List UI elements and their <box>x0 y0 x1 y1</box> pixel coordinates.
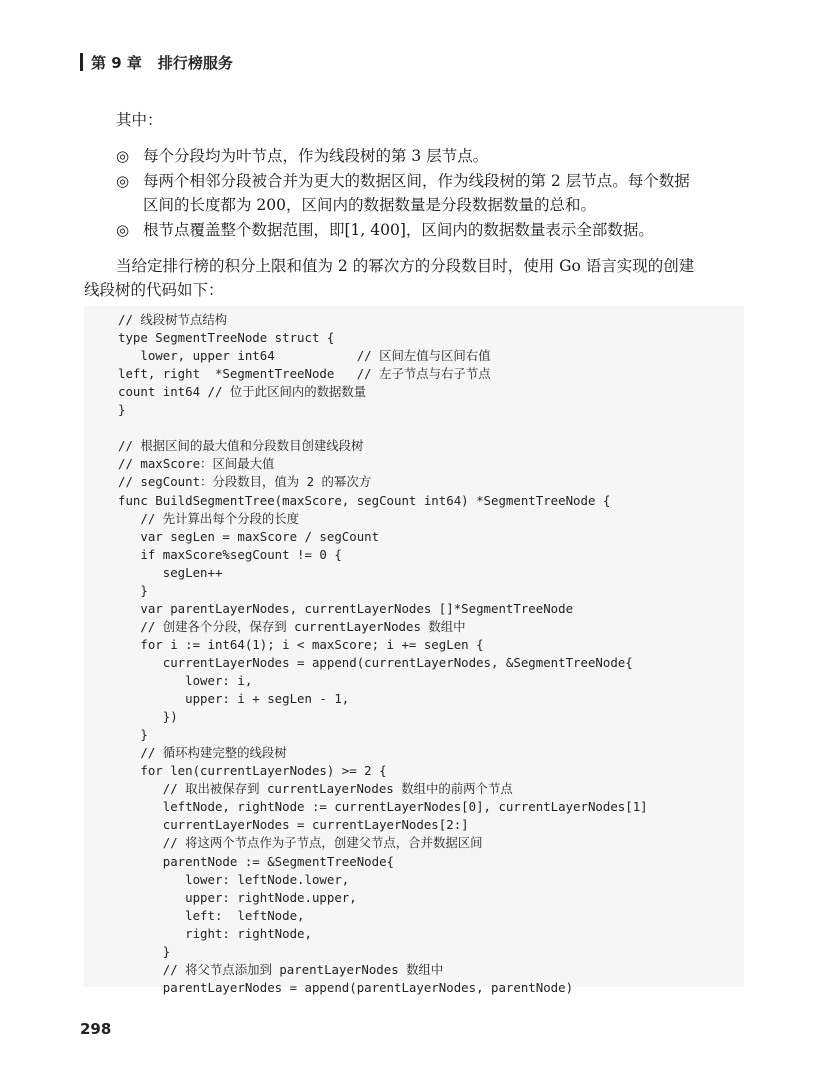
code-line: parentNode := &SegmentTreeNode{ <box>118 853 395 869</box>
code-line: // 取出被保存到 currentLayerNodes 数组中的前两个节点 <box>118 781 513 797</box>
bullet-2-text-cont: 区间的长度都为 200，区间内的数据数量是分段数据数量的总和。 <box>143 196 597 214</box>
bullet-1-text: 每个分段均为叶节点，作为线段树的第 3 层节点。 <box>143 147 489 165</box>
code-line: } <box>118 402 126 418</box>
code-line: // maxScore：区间最大值 <box>118 456 275 472</box>
code-line: // 循环构建完整的线段树 <box>118 745 287 761</box>
code-line: // 根据区间的最大值和分段数目创建线段树 <box>118 438 364 454</box>
code-line: for len(currentLayerNodes) >= 2 { <box>118 763 387 779</box>
code-line: left: leftNode, <box>118 907 305 923</box>
code-line: lower: i, <box>118 673 253 688</box>
code-line: if maxScore%segCount != 0 { <box>118 546 342 562</box>
bullet-2-text: 每两个相邻分段被合并为更大的数据区间，作为线段树的第 2 层节点。每个数据 <box>143 172 690 190</box>
code-line: upper: rightNode.upper, <box>118 889 357 905</box>
bullet-icon: ◎ <box>116 172 130 190</box>
code-line: currentLayerNodes = currentLayerNodes[2:] <box>118 817 469 833</box>
code-line: lower, upper int64 // 区间左值与区间右值 <box>118 348 491 364</box>
header-bar <box>80 53 83 71</box>
code-line: }) <box>118 709 178 725</box>
intro-text: 其中： <box>116 111 163 129</box>
code-line: // 线段树节点结构 <box>118 312 228 327</box>
code-line: parentLayerNodes = append(parentLayerNodes, parentNode) <box>118 979 574 995</box>
code-line: leftNode, rightNode := currentLayerNodes[0], currentLayerNodes[1] <box>118 799 648 815</box>
code-line: var parentLayerNodes, currentLayerNodes []*SegmentTreeNode <box>118 600 574 616</box>
paragraph-line-1: 当给定排行榜的积分上限和值为 2 的幂次方的分段数目时，使用 Go 语言实现的创建 <box>116 257 695 275</box>
code-line: } <box>118 943 171 959</box>
code-line: left, right *SegmentTreeNode // 左子节点与右子节点 <box>118 366 491 382</box>
code-line: } <box>118 727 148 743</box>
code-line: for i := int64(1); i < maxScore; i += segLen { <box>118 636 484 652</box>
code-line: // segCount：分段数目，值为 2 的幂次方 <box>118 474 372 490</box>
code-line: // 将这两个节点作为子节点，创建父节点，合并数据区间 <box>118 835 483 851</box>
bullet-icon: ◎ <box>116 221 130 239</box>
code-line: func BuildSegmentTree(maxScore, segCount int64) *SegmentTreeNode { <box>118 492 611 508</box>
code-line: var segLen = maxScore / segCount <box>118 528 380 544</box>
code-line: // 先计算出每个分段的长度 <box>118 510 300 526</box>
code-line: currentLayerNodes = append(currentLayerNodes, &SegmentTreeNode{ <box>118 654 633 670</box>
code-line: count int64 // 位于此区间内的数据数量 <box>118 384 367 400</box>
code-block <box>84 306 744 995</box>
code-line: type SegmentTreeNode struct { <box>118 330 335 346</box>
code-line: segLen++ <box>118 564 223 580</box>
bullet-3-text: 根节点覆盖整个数据范围，即[1, 400]，区间内的数据数量表示全部数据。 <box>143 221 654 239</box>
running-header <box>80 50 233 74</box>
code-line: upper: i + segLen - 1, <box>118 691 350 707</box>
code-line: // 创建各个分段，保存到 currentLayerNodes 数组中 <box>118 618 466 634</box>
paragraph-line-2: 线段树的代码如下： <box>84 281 224 299</box>
code-line: // 将父节点添加到 parentLayerNodes 数组中 <box>118 961 444 977</box>
chapter-number: 第 9 章 <box>91 53 142 72</box>
bullet-icon: ◎ <box>116 147 130 165</box>
code-line: lower: leftNode.lower, <box>118 871 350 887</box>
chapter-title: 排行榜服务 <box>157 53 233 72</box>
code-line: right: rightNode, <box>118 925 312 941</box>
code-line: } <box>118 582 148 598</box>
page-number: 298 <box>80 1020 112 1038</box>
